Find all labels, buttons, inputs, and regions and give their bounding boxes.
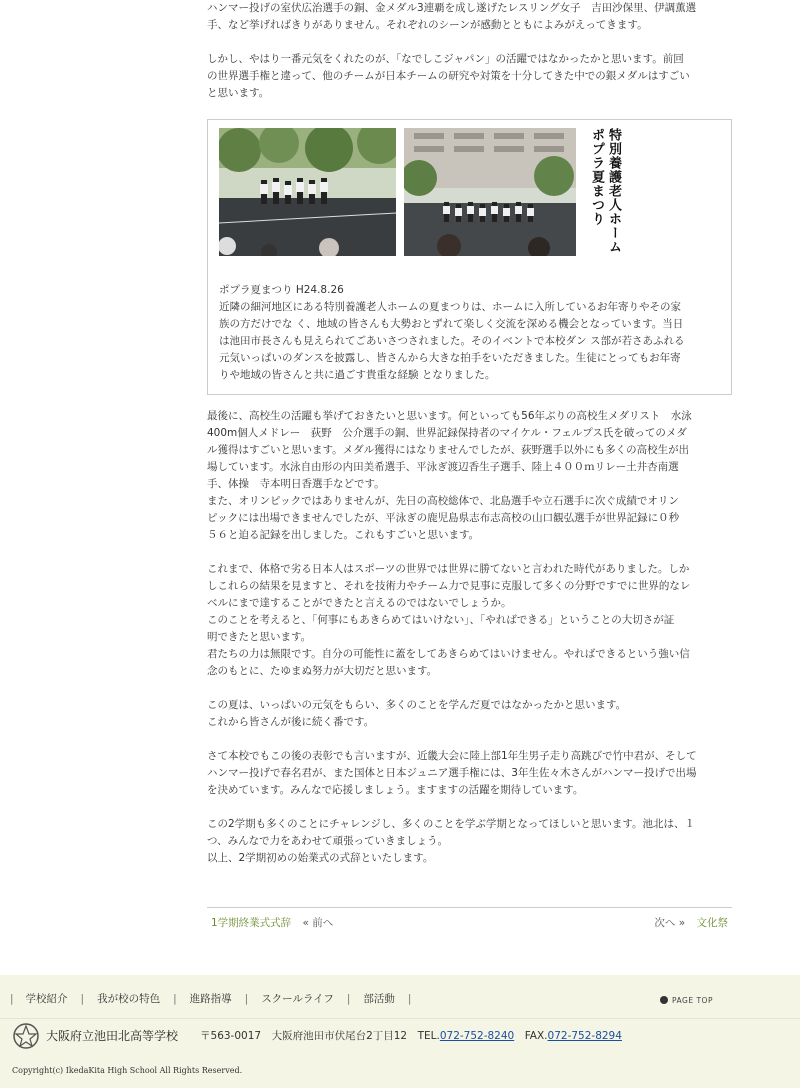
tel-link[interactable]: 072-752-8240 (439, 1029, 515, 1042)
fax-link[interactable]: 072-752-8294 (547, 1029, 622, 1042)
article-paragraphs-bottom (207, 408, 732, 867)
paragraph-line: この2学期も多くのことにチャレンジし、多くのことを学ぶ学期となってほしいと思います。池北は、１ (207, 818, 695, 830)
footer-nav-separator: | (10, 993, 14, 1005)
event-photo-1 (219, 128, 396, 256)
site-footer (0, 975, 800, 1088)
paragraph-line: つ、みんなで力をあわせて頑張っていきましょう。 (207, 835, 449, 847)
prev-button[interactable]: « 前へ (302, 917, 334, 929)
paragraph-line: これまで、体格で劣る日本人はスポーツの世界では世界に勝てないと言われた時代がありました。しか (207, 563, 690, 575)
footer-nav-item[interactable]: 学校紹介 (25, 993, 68, 1005)
paragraph-line: ５６と迫る記録を出しました。これもすごいと思います。 (207, 529, 480, 541)
footer-nav-separator: | (80, 993, 85, 1005)
footer-nav-separator: | (244, 993, 249, 1005)
banner-line-1: 特別養護老人ホーム (606, 128, 621, 254)
photo-caption-text (219, 299, 720, 384)
next-post (654, 915, 728, 932)
paragraph-line: 場しています。水泳自由形の内田美希選手、平泳ぎ渡辺香生子選手、陸上４００ｍリレー土井杏南選 (207, 461, 679, 473)
paragraph-line: また、オリンピックではありませんが、先日の高校総体で、北島選手や立石選手に次ぐ成績でオリン (207, 495, 679, 507)
footer-nav-item[interactable]: スクールライフ (261, 993, 334, 1005)
school-address (200, 1028, 622, 1045)
footer-nav-item[interactable]: 我が校の特色 (97, 993, 161, 1005)
post-navigation (207, 907, 732, 929)
paragraph-line: ハンマー投げの室伏広治選手の銅、金メダル3連覇を成し遂げたレスリング女子 吉田沙保里、伊調薫選 (207, 2, 697, 14)
paragraph-line: 明できたと思います。 (207, 631, 312, 643)
address-text: 〒563-0017 大阪府池田市伏尾台2丁目12 TEL. (200, 1029, 440, 1042)
caption-line: 族の方だけでな く、地域の皆さんも大勢おとずれて楽しく交流を深める機会となっています。当日 (219, 318, 684, 330)
footer-nav-item[interactable]: 部活動 (363, 993, 395, 1005)
caption-line: は池田市長さんも見えられてごあいさつされました。そのイベントで本校ダン ス部が若さあふれる (219, 335, 685, 347)
paragraph-line: これから皆さんが後に続く番です。 (207, 716, 375, 728)
page-top-icon (660, 996, 668, 1004)
paragraph-line: を決めています。みんなで応援しましょう。ますますの活躍を期待しています。 (207, 784, 584, 796)
footer-nav (10, 991, 424, 1008)
article-paragraph (207, 561, 732, 680)
article-paragraphs-top (207, 0, 732, 102)
article-body (207, 0, 732, 884)
paragraph-line: しかし、やはり一番元気をくれたのが、「なでしこジャパン」の活躍ではなかったかと思います。前回 (207, 53, 684, 65)
next-post-link[interactable]: 文化祭 (696, 917, 728, 929)
event-banner (581, 128, 629, 256)
copyright: Copyright(c) IkedaKita High School All Rights Reserved. (12, 1066, 243, 1075)
event-photo-2 (404, 128, 576, 256)
paragraph-line: 手、など挙げればきりがありません。それぞれのシーンが感動とともによみがえってきます。 (207, 19, 648, 31)
page-top-button[interactable] (660, 992, 713, 1009)
paragraph-line: 念のもとに、たゆまぬ努力が大切だと思います。 (207, 665, 438, 677)
paragraph-line: 最後に、高校生の活躍も挙げておきたいと思います。何といっても56年ぶりの高校生メダリスト 水泳 (207, 410, 692, 422)
school-emblem-icon (12, 1022, 40, 1050)
page-top-label: PAGE TOP (672, 996, 713, 1005)
footer-nav-separator: | (346, 993, 351, 1005)
paragraph-line: 手、体操 寺本明日香選手などです。 (207, 478, 385, 490)
paragraph-line: この夏は、いっぱいの元気をもらい、多くのことを学んだ夏ではなかったかと思います。 (207, 699, 627, 711)
paragraph-line: の世界選手権と違って、他のチームが日本チームの研究や対策を十分してきた中での銀メダルはすごい (207, 70, 690, 82)
article-paragraph (207, 51, 732, 102)
footer-nav-item[interactable]: 進路指導 (189, 993, 232, 1005)
paragraph-line: ベルにまで達することができたと言えるのではないでしょうか。 (207, 597, 512, 609)
photo-caption-title: ポプラ夏まつり H24.8.26 (219, 284, 344, 296)
footer-nav-separator: | (173, 993, 177, 1005)
paragraph-line: ピックには出場できませんでしたが、平泳ぎの鹿児島県志布志高校の山口観弘選手が世界記録に０秒 (207, 512, 680, 524)
photo-row (219, 128, 720, 260)
paragraph-line: と思います。 (207, 87, 270, 99)
school-name: 大阪府立池田北高等学校 (46, 1028, 179, 1043)
fax-label: FAX. (514, 1029, 548, 1042)
paragraph-line: 君たちの力は無限です。自分の可能性に蓋をしてあきらめてはいけません。やればできるという強い信 (207, 648, 690, 660)
prev-post (211, 915, 333, 932)
article-paragraph (207, 748, 732, 799)
article-paragraph (207, 697, 732, 731)
paragraph-line: 400m個人メドレー 荻野 公介選手の銅、世界記録保持者のマイケル・フェルプス氏を破ってのメダ (207, 427, 687, 439)
footer-nav-separator: | (407, 993, 412, 1005)
article-paragraph (207, 408, 732, 544)
article-paragraph (207, 816, 732, 867)
caption-line: 元気いっぱいのダンスを披露し、皆さんから大きな拍手をいただきました。生徒にとってもお年寄 (219, 352, 681, 364)
next-button[interactable]: 次へ » (654, 917, 686, 929)
paragraph-line: しこれらの結果を見ますと、それを技術力やチーム力で見事に克服して多くの分野ですでに世界的なレ (207, 580, 691, 592)
school-info (12, 1022, 622, 1050)
paragraph-line: このことを考えると、「何事にもあきらめてはいけない」、「やればできる」ということの大切さが証 (207, 614, 675, 626)
photo-caption-box (207, 119, 732, 395)
article-paragraph (207, 0, 732, 34)
prev-post-link[interactable]: 1学期終業式式辞 (211, 917, 292, 929)
paragraph-line: ハンマー投げで春名君が、また国体と日本ジュニア選手権には、3年生佐々木さんがハンマー投げで出場 (207, 767, 697, 779)
paragraph-line: 以上、2学期初めの始業式の式辞といたします。 (207, 852, 434, 864)
paragraph-line: ル獲得はすごいと思います。メダル獲得にはなりませんでしたが、荻野選手以外にも多くの高校生が出 (207, 444, 690, 456)
paragraph-line: さて本校でもこの後の表彰でも言いますが、近畿大会に陸上部1年生男子走り高跳びで竹中君が、そして (207, 750, 697, 762)
caption-line: りや地域の皆さんと共に過ごす貴重な経験 となりました。 (219, 369, 496, 381)
caption-line: 近隣の細河地区にある特別養護老人ホームの夏まつりは、ホームに入所しているお年寄りやその家 (219, 301, 681, 313)
footer-divider (0, 1018, 800, 1019)
banner-line-2: ポプラ夏まつり (589, 128, 604, 226)
